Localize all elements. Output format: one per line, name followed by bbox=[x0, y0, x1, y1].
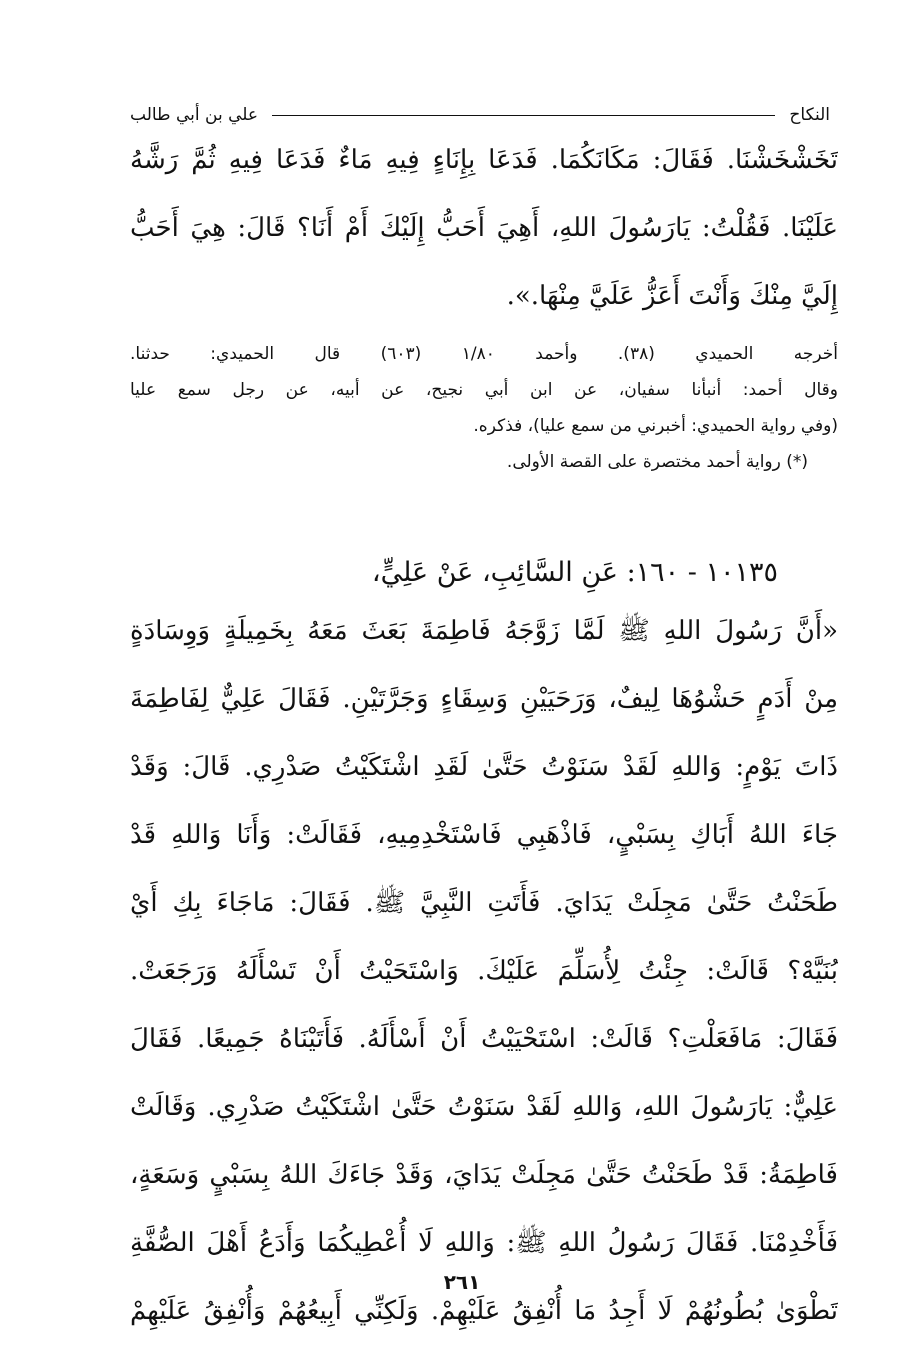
footnote-line: أخرجه الحميدي (٣٨). وأحمد ١/٨٠ (٦٠٣) قال الحميدي: حدثنا. bbox=[130, 344, 838, 364]
continued-hadith-text bbox=[130, 126, 838, 330]
text-line: فَاطِمَةُ: قَدْ طَحَنْتُ حَتَّىٰ مَجِلَتْ يَدَايَ، وَقَدْ جَاءَكَ اللهُ بِسَبْيٍ وَسَعَةٍ، bbox=[130, 1160, 838, 1190]
chapter-title: النكاح bbox=[789, 105, 830, 125]
text-line: «أَنَّ رَسُولَ اللهِ ﷺ لَمَّا زَوَّجَهُ فَاطِمَةَ بَعَثَ مَعَهُ بِخَمِيلَةٍ وَوِسَادَةٍ bbox=[130, 616, 838, 646]
hadith-text bbox=[130, 597, 838, 1345]
text-line: جَاءَ اللهُ أَبَاكِ بِسَبْيٍ، فَاذْهَبِي فَاسْتَخْدِمِيهِ، فَقَالَتْ: وَأَنَا وَاللهِ قَدْ bbox=[130, 820, 838, 850]
text-line: بُنَيَّهْ؟ قَالَتْ: جِئْتُ لِأُسَلِّمَ عَلَيْكَ. وَاسْتَحَيْتُ أَنْ تَسْأَلَهُ وَرَجَعَتْ. bbox=[130, 956, 838, 986]
text-line: عَلَيْنَا. فَقُلْتُ: يَارَسُولَ اللهِ، أَهِيَ أَحَبُّ إِلَيْكَ أَمْ أَنَا؟ قَالَ: هِيَ أَحَبُّ bbox=[130, 213, 838, 243]
text-line: إِلَيَّ مِنْكَ وَأَنْتَ أَعَزُّ عَلَيَّ مِنْهَا.». bbox=[506, 281, 838, 311]
footnote-line: (وفي رواية الحميدي: أخبرني من سمع عليا)، فذكره. bbox=[473, 416, 838, 436]
section-title: علي بن أبي طالب bbox=[130, 105, 259, 125]
text-line: فَأَخْدِمْنَا. فَقَالَ رَسُولُ اللهِ ﷺ: وَاللهِ لَا أُعْطِيكُمَا وَأَدَعُ أَهْلَ الصُّفَّةِ bbox=[130, 1228, 838, 1258]
footnotes bbox=[130, 336, 838, 480]
text-line: طَحَنْتُ حَتَّىٰ مَجِلَتْ يَدَايَ. فَأَتَتِ النَّبِيَّ ﷺ. فَقَالَ: مَاجَاءَ بِكِ أَيْ bbox=[130, 888, 838, 918]
page-number: ٢٦١ bbox=[443, 1270, 481, 1294]
text-line: مِنْ أَدَمٍ حَشْوُهَا لِيفٌ، وَرَحَيَيْنِ وَسِقَاءٍ وَجَرَّتَيْنِ. فَقَالَ عَلِيٌّ لِفَاطِمَةَ bbox=[130, 684, 838, 714]
text-line: تَخَشْخَشْنَا. فَقَالَ: مَكَانَكُمَا. فَدَعَا بِإِنَاءٍ فِيهِ مَاءٌ فَدَعَا فِيهِ ثُمَّ رَشَّهُ bbox=[130, 145, 838, 175]
header-rule bbox=[272, 115, 775, 116]
footnote-line: (*) رواية أحمد مختصرة على القصة الأولى. bbox=[506, 452, 808, 472]
text-line: تَطْوَىٰ بُطُونُهُمْ لَا أَجِدُ مَا أُنْفِقُ عَلَيْهِمْ. وَلَكِنِّي أَبِيعُهُمْ وَأُنْفِقُ عَلَيْهِمْ bbox=[130, 1296, 838, 1326]
text-line: ذَاتَ يَوْمٍ: وَاللهِ لَقَدْ سَنَوْتُ حَتَّىٰ لَقَدِ اشْتَكَيْتُ صَدْرِي. قَالَ: وَقَدْ bbox=[130, 752, 838, 782]
footnote-line: وقال أحمد: أنبأنا سفيان، عن ابن أبي نجيح، عن أبيه، عن رجل سمع عليا bbox=[130, 380, 838, 400]
text-line: عَلِيٌّ: يَارَسُولَ اللهِ، وَاللهِ لَقَدْ سَنَوْتُ حَتَّىٰ اشْتَكَيْتُ صَدْرِي. وَقَالَتْ bbox=[130, 1092, 838, 1122]
text-line: فَقَالَ: مَافَعَلْتِ؟ قَالَتْ: اسْتَحْيَيْتُ أَنْ أَسْأَلَهُ. فَأَتَيْنَاهُ جَمِيعًا. فَقَالَ bbox=[130, 1024, 838, 1054]
hadith-heading: ١٠١٣٥ - ١٦٠: عَنِ السَّائِبِ، عَنْ عَلِيٍّ، bbox=[371, 557, 778, 588]
